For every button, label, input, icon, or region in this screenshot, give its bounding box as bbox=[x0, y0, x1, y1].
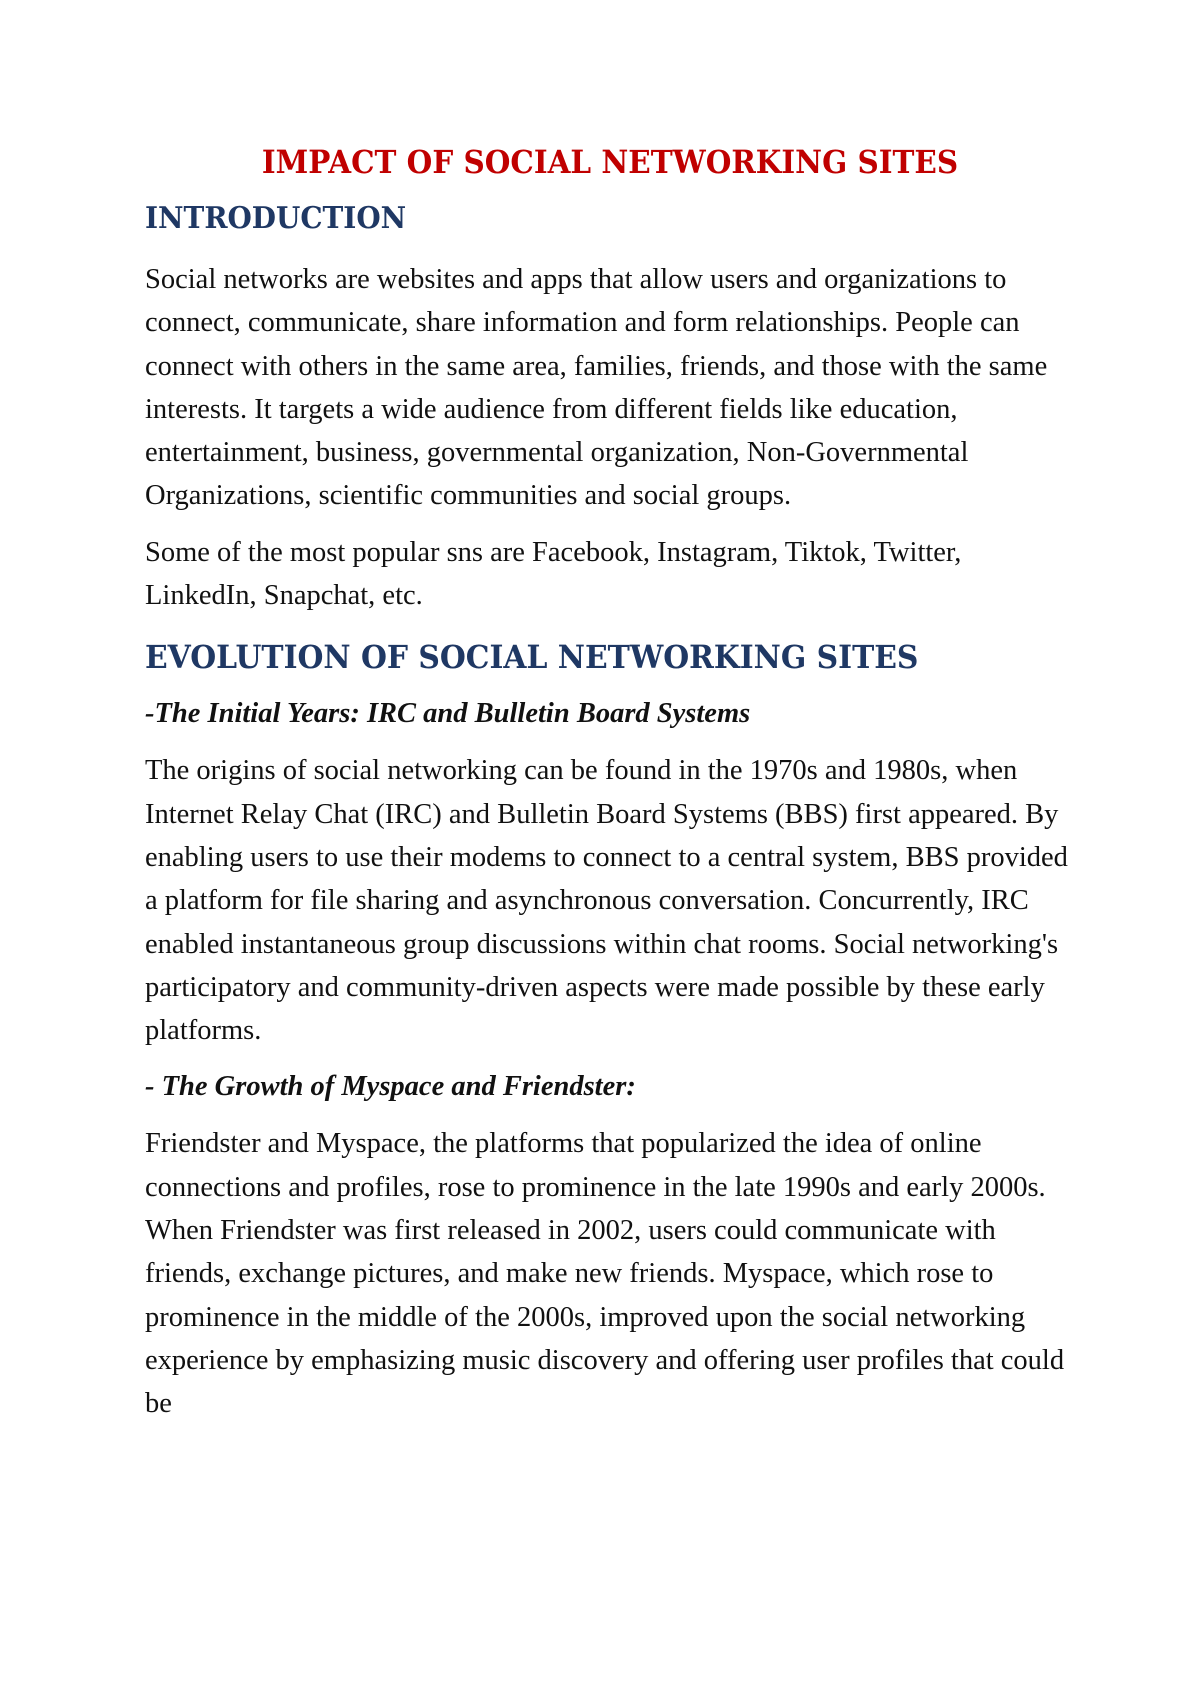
introduction-paragraph-2: Some of the most popular sns are Facebook, Instagram, Tiktok, Twitter, LinkedIn, Snapchat, etc. bbox=[145, 536, 962, 612]
introduction-heading: INTRODUCTION bbox=[145, 201, 407, 236]
document-content bbox=[145, 140, 1075, 1426]
subsection-heading-initial-years: -The Initial Years: IRC and Bulletin Board Systems bbox=[145, 698, 751, 730]
evolution-heading: EVOLUTION OF SOCIAL NETWORKING SITES bbox=[145, 638, 919, 677]
introduction-paragraph-1: Social networks are websites and apps that allow users and organizations to connect, communicate, share information and form relationships. People can connect with others in the same area, families, friends, and those with the same interests. It targets a wide audience from different fields like education, entertainment, business, governmental organization, Non-Governmental Organizations, scientific communities and social groups. bbox=[145, 264, 1048, 512]
subsection-paragraph-initial-years: The origins of social networking can be found in the 1970s and 1980s, when Internet Relay Chat (IRC) and Bulletin Board Systems (BBS) first appeared. By enabling users to use their modems to connect to a central system, BBS provided a platform for file sharing and asynchronous conversation. Concurrently, IRC enabled instantaneous group discussions within chat rooms. Social networking's participatory and community-driven aspects were made possible by these early platforms. bbox=[145, 755, 1068, 1047]
subsection-paragraph-myspace-friendster: Friendster and Myspace, the platforms that popularized the idea of online connections and profiles, rose to prominence in the late 1990s and early 2000s. When Friendster was first released in 2002, users could communicate with friends, exchange pictures, and make new friends. Myspace, which rose to prominence in the middle of the 2000s, improved upon the social networking experience by emphasizing music discovery and offering user profiles that could be bbox=[145, 1128, 1065, 1420]
subsection-heading-myspace-friendster: - The Growth of Myspace and Friendster: bbox=[145, 1071, 636, 1103]
document-title: IMPACT OF SOCIAL NETWORKING SITES bbox=[261, 143, 959, 181]
